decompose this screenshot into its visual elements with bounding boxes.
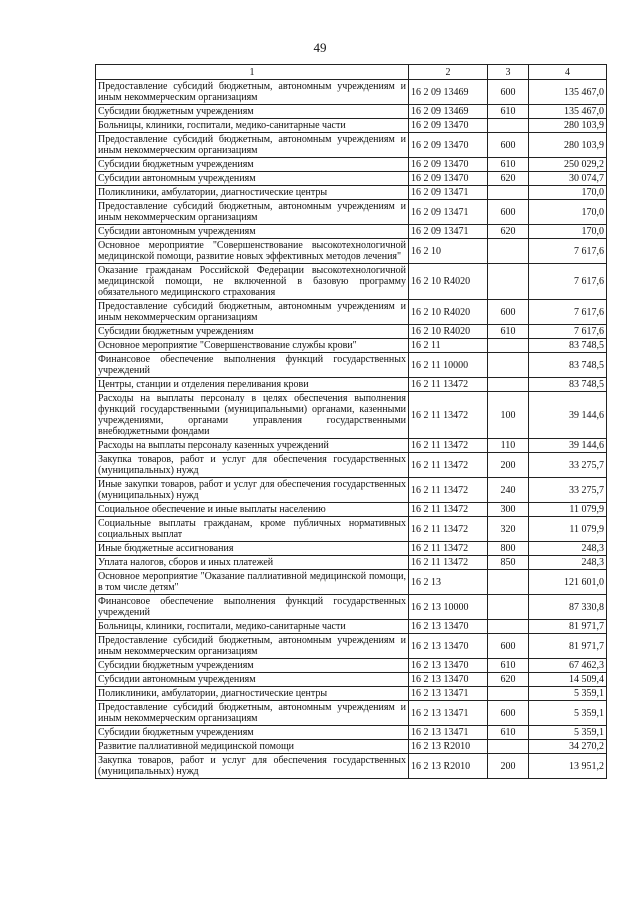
table-row (96, 701, 607, 726)
type-cell (488, 353, 529, 378)
amount-cell: 83 748,5 (529, 339, 607, 353)
code-cell: 16 2 11 13472 (409, 378, 488, 392)
type-cell: 850 (488, 556, 529, 570)
amount-cell: 39 144,6 (529, 439, 607, 453)
name-cell: Больницы, клиники, госпитали, медико-санитарные части (96, 620, 409, 634)
code-cell: 16 2 13 13470 (409, 620, 488, 634)
code-cell: 16 2 09 13470 (409, 158, 488, 172)
table-row (96, 517, 607, 542)
table-row (96, 570, 607, 595)
name-cell: Предоставление субсидий бюджетным, автономным учреждениям и иным некоммерческим организациям (96, 634, 409, 659)
amount-cell: 33 275,7 (529, 478, 607, 503)
code-cell: 16 2 11 13472 (409, 439, 488, 453)
type-cell: 600 (488, 80, 529, 105)
table-row (96, 478, 607, 503)
name-cell: Финансовое обеспечение выполнения функций государственных учреждений (96, 353, 409, 378)
code-cell: 16 2 13 R2010 (409, 754, 488, 779)
table-row (96, 439, 607, 453)
name-cell: Развитие паллиативной медицинской помощи (96, 740, 409, 754)
code-cell: 16 2 13 13470 (409, 659, 488, 673)
name-cell: Предоставление субсидий бюджетным, автономным учреждениям и иным некоммерческим организациям (96, 200, 409, 225)
code-cell: 16 2 09 13469 (409, 80, 488, 105)
table-row (96, 119, 607, 133)
amount-cell: 5 359,1 (529, 726, 607, 740)
table-row (96, 186, 607, 200)
name-cell: Предоставление субсидий бюджетным, автономным учреждениям и иным некоммерческим организациям (96, 701, 409, 726)
name-cell: Закупка товаров, работ и услуг для обеспечения государственных (муниципальных) нужд (96, 453, 409, 478)
name-cell: Субсидии бюджетным учреждениям (96, 659, 409, 673)
name-cell: Социальные выплаты гражданам, кроме публичных нормативных социальных выплат (96, 517, 409, 542)
name-cell: Основное мероприятие "Совершенствование высокотехнологичной медицинской помощи, развитие новых эффективных методов лечения" (96, 239, 409, 264)
amount-cell: 67 462,3 (529, 659, 607, 673)
table-row (96, 378, 607, 392)
name-cell: Основное мероприятие "Совершенствование службы крови" (96, 339, 409, 353)
amount-cell: 87 330,8 (529, 595, 607, 620)
type-cell: 600 (488, 200, 529, 225)
code-cell: 16 2 11 10000 (409, 353, 488, 378)
type-cell (488, 620, 529, 634)
code-cell: 16 2 13 (409, 570, 488, 595)
table-row (96, 620, 607, 634)
table-row (96, 503, 607, 517)
type-cell: 610 (488, 726, 529, 740)
amount-cell: 34 270,2 (529, 740, 607, 754)
amount-cell: 83 748,5 (529, 353, 607, 378)
type-cell: 200 (488, 453, 529, 478)
type-cell: 620 (488, 673, 529, 687)
code-cell: 16 2 09 13470 (409, 172, 488, 186)
name-cell: Предоставление субсидий бюджетным, автономным учреждениям и иным некоммерческим организациям (96, 300, 409, 325)
type-cell: 600 (488, 300, 529, 325)
amount-cell: 7 617,6 (529, 325, 607, 339)
code-cell: 16 2 11 13472 (409, 556, 488, 570)
amount-cell: 11 079,9 (529, 503, 607, 517)
amount-cell: 5 359,1 (529, 701, 607, 726)
type-cell (488, 339, 529, 353)
name-cell: Финансовое обеспечение выполнения функций государственных учреждений (96, 595, 409, 620)
name-cell: Закупка товаров, работ и услуг для обеспечения государственных (муниципальных) нужд (96, 754, 409, 779)
table-row (96, 542, 607, 556)
code-cell: 16 2 11 13472 (409, 542, 488, 556)
code-cell: 16 2 10 (409, 239, 488, 264)
type-cell (488, 264, 529, 300)
amount-cell: 7 617,6 (529, 264, 607, 300)
code-cell: 16 2 11 13472 (409, 478, 488, 503)
table-row (96, 673, 607, 687)
code-cell: 16 2 13 13470 (409, 634, 488, 659)
table-row (96, 339, 607, 353)
page-number: 49 (313, 40, 327, 55)
name-cell: Расходы на выплаты персоналу казенных учреждений (96, 439, 409, 453)
table-row (96, 687, 607, 701)
code-cell: 16 2 13 13470 (409, 673, 488, 687)
type-cell: 620 (488, 172, 529, 186)
amount-cell: 170,0 (529, 225, 607, 239)
code-cell: 16 2 11 13472 (409, 392, 488, 439)
code-cell: 16 2 09 13470 (409, 119, 488, 133)
column-header: 2 (409, 65, 488, 80)
table-row (96, 133, 607, 158)
amount-cell: 135 467,0 (529, 80, 607, 105)
type-cell: 610 (488, 158, 529, 172)
table-row (96, 634, 607, 659)
code-cell: 16 2 10 R4020 (409, 264, 488, 300)
type-cell (488, 239, 529, 264)
type-cell (488, 687, 529, 701)
type-cell: 320 (488, 517, 529, 542)
code-cell: 16 2 09 13471 (409, 186, 488, 200)
table-body (96, 80, 607, 779)
name-cell: Социальное обеспечение и иные выплаты населению (96, 503, 409, 517)
table-row (96, 105, 607, 119)
amount-cell: 5 359,1 (529, 687, 607, 701)
column-header: 1 (96, 65, 409, 80)
table-row (96, 740, 607, 754)
type-cell: 110 (488, 439, 529, 453)
code-cell: 16 2 11 13472 (409, 503, 488, 517)
amount-cell: 33 275,7 (529, 453, 607, 478)
table-row (96, 556, 607, 570)
name-cell: Субсидии бюджетным учреждениям (96, 325, 409, 339)
name-cell: Субсидии автономным учреждениям (96, 673, 409, 687)
column-header: 4 (529, 65, 607, 80)
name-cell: Иные закупки товаров, работ и услуг для обеспечения государственных (муниципальных) нужд (96, 478, 409, 503)
type-cell (488, 378, 529, 392)
code-cell: 16 2 13 R2010 (409, 740, 488, 754)
type-cell (488, 595, 529, 620)
amount-cell: 81 971,7 (529, 620, 607, 634)
name-cell: Уплата налогов, сборов и иных платежей (96, 556, 409, 570)
code-cell: 16 2 13 13471 (409, 687, 488, 701)
name-cell: Оказание гражданам Российской Федерации высокотехнологичной медицинской помощи, не включенной в базовую программу обязательного медицинского страхования (96, 264, 409, 300)
code-cell: 16 2 11 13472 (409, 453, 488, 478)
table-row (96, 754, 607, 779)
amount-cell: 170,0 (529, 200, 607, 225)
type-cell: 600 (488, 701, 529, 726)
header-row (96, 65, 607, 80)
amount-cell: 83 748,5 (529, 378, 607, 392)
code-cell: 16 2 09 13469 (409, 105, 488, 119)
amount-cell: 135 467,0 (529, 105, 607, 119)
table-row (96, 726, 607, 740)
name-cell: Субсидии бюджетным учреждениям (96, 726, 409, 740)
table-row (96, 239, 607, 264)
code-cell: 16 2 10 R4020 (409, 325, 488, 339)
type-cell: 610 (488, 659, 529, 673)
name-cell: Предоставление субсидий бюджетным, автономным учреждениям и иным некоммерческим организациям (96, 80, 409, 105)
name-cell: Субсидии автономным учреждениям (96, 172, 409, 186)
table-row (96, 392, 607, 439)
table-row (96, 325, 607, 339)
name-cell: Субсидии бюджетным учреждениям (96, 105, 409, 119)
table-row (96, 595, 607, 620)
name-cell: Основное мероприятие "Оказание паллиативной медицинской помощи, в том числе детям" (96, 570, 409, 595)
code-cell: 16 2 09 13470 (409, 133, 488, 158)
name-cell: Субсидии автономным учреждениям (96, 225, 409, 239)
amount-cell: 30 074,7 (529, 172, 607, 186)
code-cell: 16 2 09 13471 (409, 200, 488, 225)
table-row (96, 80, 607, 105)
code-cell: 16 2 13 13471 (409, 701, 488, 726)
type-cell: 600 (488, 133, 529, 158)
amount-cell: 121 601,0 (529, 570, 607, 595)
amount-cell: 248,3 (529, 556, 607, 570)
type-cell: 300 (488, 503, 529, 517)
type-cell: 620 (488, 225, 529, 239)
table-row (96, 158, 607, 172)
amount-cell: 248,3 (529, 542, 607, 556)
amount-cell: 11 079,9 (529, 517, 607, 542)
amount-cell: 13 951,2 (529, 754, 607, 779)
amount-cell: 170,0 (529, 186, 607, 200)
amount-cell: 250 029,2 (529, 158, 607, 172)
type-cell: 100 (488, 392, 529, 439)
table-row (96, 353, 607, 378)
table-row (96, 453, 607, 478)
name-cell: Центры, станции и отделения переливания крови (96, 378, 409, 392)
table-row (96, 659, 607, 673)
type-cell: 610 (488, 325, 529, 339)
type-cell: 600 (488, 634, 529, 659)
table-row (96, 172, 607, 186)
column-header: 3 (488, 65, 529, 80)
amount-cell: 39 144,6 (529, 392, 607, 439)
amount-cell: 81 971,7 (529, 634, 607, 659)
type-cell: 240 (488, 478, 529, 503)
amount-cell: 14 509,4 (529, 673, 607, 687)
code-cell: 16 2 10 R4020 (409, 300, 488, 325)
amount-cell: 280 103,9 (529, 119, 607, 133)
amount-cell: 280 103,9 (529, 133, 607, 158)
amount-cell: 7 617,6 (529, 300, 607, 325)
type-cell: 800 (488, 542, 529, 556)
type-cell (488, 740, 529, 754)
type-cell (488, 186, 529, 200)
name-cell: Больницы, клиники, госпитали, медико-санитарные части (96, 119, 409, 133)
table-row (96, 300, 607, 325)
code-cell: 16 2 11 (409, 339, 488, 353)
table-row (96, 200, 607, 225)
code-cell: 16 2 11 13472 (409, 517, 488, 542)
name-cell: Предоставление субсидий бюджетным, автономным учреждениям и иным некоммерческим организациям (96, 133, 409, 158)
amount-cell: 7 617,6 (529, 239, 607, 264)
code-cell: 16 2 09 13471 (409, 225, 488, 239)
type-cell: 610 (488, 105, 529, 119)
type-cell (488, 570, 529, 595)
name-cell: Поликлиники, амбулатории, диагностические центры (96, 687, 409, 701)
name-cell: Поликлиники, амбулатории, диагностические центры (96, 186, 409, 200)
name-cell: Субсидии бюджетным учреждениям (96, 158, 409, 172)
budget-table (95, 64, 607, 779)
name-cell: Расходы на выплаты персоналу в целях обеспечения выполнения функций государственными (муниципальными) органами, казенными учреждениями, органами управления государственными внебюджетными фондами (96, 392, 409, 439)
type-cell: 200 (488, 754, 529, 779)
name-cell: Иные бюджетные ассигнования (96, 542, 409, 556)
code-cell: 16 2 13 13471 (409, 726, 488, 740)
code-cell: 16 2 13 10000 (409, 595, 488, 620)
table-row (96, 225, 607, 239)
type-cell (488, 119, 529, 133)
table-row (96, 264, 607, 300)
